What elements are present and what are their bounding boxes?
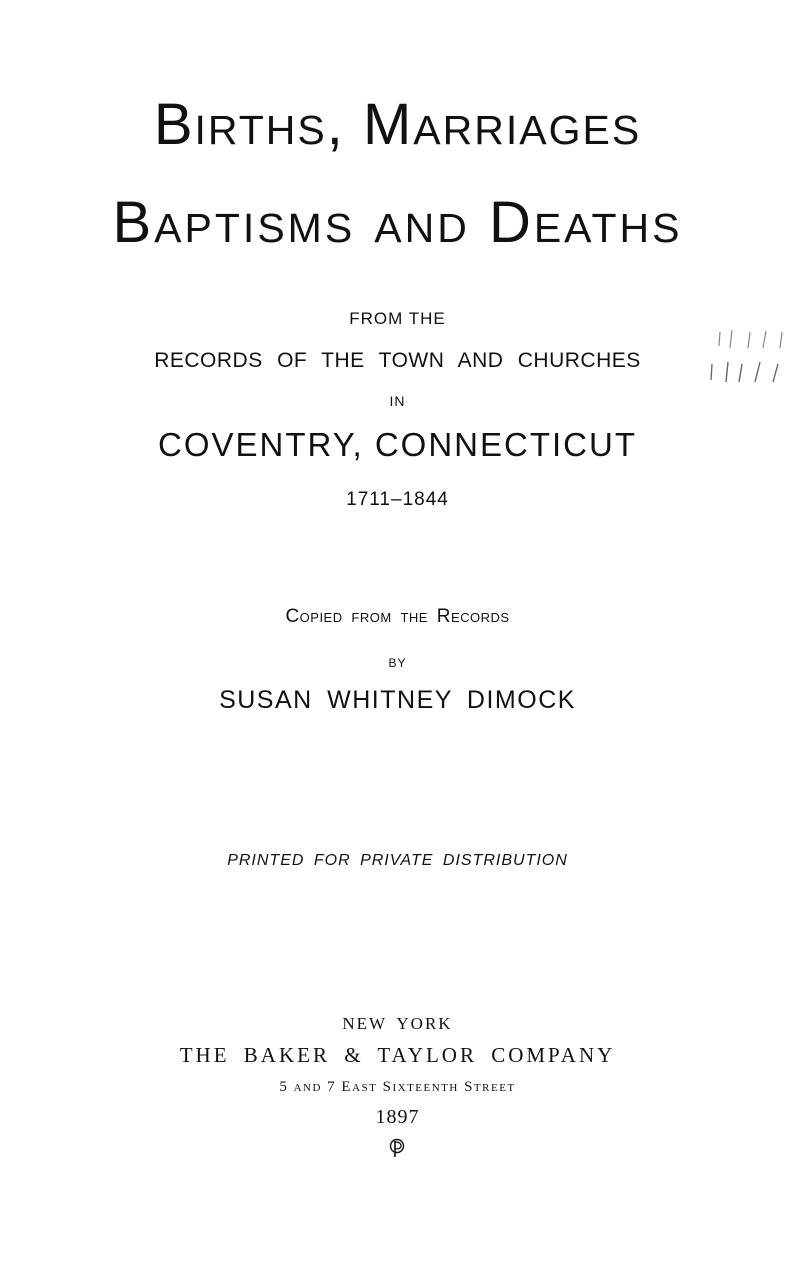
records-line: RECORDS OF THE TOWN AND CHURCHES [154, 349, 641, 372]
margin-stamp-mark-upper [700, 326, 795, 356]
distribution-note: PRINTED FOR PRIVATE DISTRIBUTION [227, 852, 568, 869]
margin-stamp-mark-lower [700, 358, 795, 388]
place-name: COVENTRY, CONNECTICUT [158, 426, 637, 463]
by-label: BY [388, 656, 407, 670]
year-range: 1711–1844 [346, 489, 449, 510]
imprint-city: NEW YORK [342, 1014, 453, 1033]
author-name: SUSAN WHITNEY DIMOCK [219, 686, 576, 714]
copied-from-line: Copied from the Records [285, 606, 510, 627]
from-the-label: FROM THE [349, 309, 446, 328]
imprint-year: 1897 [375, 1106, 420, 1128]
in-label: IN [389, 393, 406, 409]
title-line-2: Baptisms and Deaths [112, 190, 683, 255]
title-line-1: Births, Marriages [153, 92, 642, 157]
imprint-address: 5 and 7 East Sixteenth Street [279, 1079, 516, 1095]
printer-device-icon [389, 1138, 405, 1158]
imprint-publisher: THE BAKER & TAYLOR COMPANY [179, 1043, 616, 1067]
